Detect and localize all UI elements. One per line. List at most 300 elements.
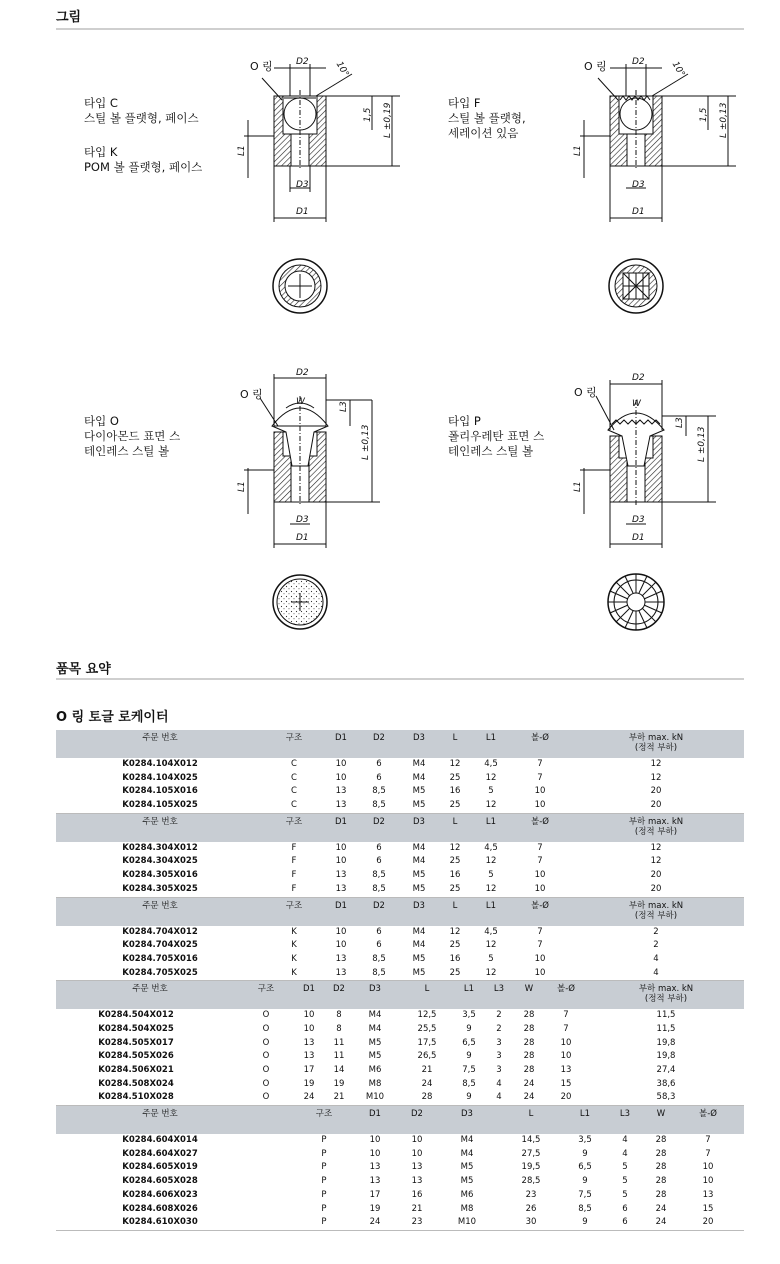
section-divider [56,678,744,680]
table-cell: M5 [460,1162,474,1173]
table-cell: 10 [534,800,546,811]
dim-l-f: L ±0,13 [719,102,729,138]
table-cell: 12 [485,883,497,894]
table-cell: 25 [449,772,461,783]
dim-l-o: L ±0,13 [361,424,371,460]
table-cell: 28,5 [521,1176,541,1187]
table-cell: 12 [485,967,497,978]
table-cell: 28 [655,1135,667,1146]
table-cell: 30 [525,1217,537,1228]
table-cell: M4 [412,759,426,769]
table-cell: 27,5 [521,1148,541,1159]
table-cell: O [262,1037,270,1048]
top-view-type-c [273,259,327,313]
table-cell: 19,5 [521,1162,541,1173]
table-cell: 13 [369,1176,381,1187]
table-cell: 9 [466,1092,472,1103]
table-cell: 4 [622,1148,628,1159]
table-cell: 24 [523,1092,535,1103]
table-cell: 10 [369,1148,381,1159]
table-cell: 28 [523,1010,535,1021]
table-cell: 14 [333,1065,345,1075]
table-cell: 5 [622,1189,628,1200]
table-cell: 25 [449,856,461,867]
table-cell: 10 [534,953,546,964]
dim-d3-p: D3 [632,515,645,525]
dim-l1-f: L1 [573,145,583,156]
table-cell: 9 [582,1217,588,1228]
table-row [56,1078,744,1092]
table-cell: C [291,759,297,769]
table-cell: 13 [411,1162,423,1173]
order-number-cell: K0284.508X024 [98,1078,174,1089]
table-cell: 28 [655,1189,667,1200]
order-number-cell: K0284.104X025 [122,772,198,783]
table-cell: 28 [523,1051,535,1062]
table-cell: 20 [650,800,662,811]
load-header: 부하 max. kN (정적 부하) [638,984,694,1005]
table-cell: 7 [537,842,543,853]
table-cell: 26,5 [417,1051,437,1062]
table-cell: 6 [376,842,382,853]
table-cell: 4 [653,967,659,978]
dim-w-p: W [632,399,641,409]
block-k [56,926,744,982]
table-cell: 26 [525,1203,537,1214]
table-cell: 28 [523,1037,535,1048]
table-cell: 12 [449,759,461,769]
dim-angle-f: 10° [669,60,687,79]
table-cell: 28 [655,1162,667,1173]
table-cell: 10 [335,759,347,769]
table-cell: 7 [705,1148,711,1159]
dim-d2-c: D2 [296,57,309,67]
order-number-cell: K0284.704X025 [122,940,198,951]
table-cell: M4 [460,1135,474,1146]
table-cell: 24 [303,1092,315,1103]
table-cell: O [262,1092,270,1103]
table-cell: 13 [335,786,347,797]
table-cell: P [321,1162,327,1173]
dim-d2-f: D2 [632,57,645,67]
table-cell: 13 [335,870,347,881]
table-cell: 12 [650,759,662,769]
table-cell: C [291,800,297,811]
dim-l-c: L ±0,19 [383,102,393,138]
table-cell: 6 [622,1203,628,1214]
table-cell: 28 [523,1023,535,1034]
order-number-cell: K0284.606X023 [122,1189,198,1200]
table-cell: 10 [303,1023,315,1034]
table-cell: 21 [411,1203,423,1214]
table-cell: 21 [421,1065,433,1075]
table-row [56,772,744,786]
table-cell: 8,5 [462,1078,476,1089]
table-cell: 25 [449,883,461,894]
table-cell: 7 [537,926,543,937]
table-cell: 23 [525,1189,537,1200]
table-row [56,1148,744,1162]
table-cell: 15 [560,1078,572,1089]
table-cell: C [291,786,297,797]
order-number-cell: K0284.506X021 [98,1065,174,1075]
dim-w-o: W [296,397,305,407]
table-cell: 10 [335,772,347,783]
table-cell: 16 [411,1189,423,1200]
table-cell: 17 [303,1065,315,1075]
table-row [56,842,744,856]
table-cell: 4 [496,1078,502,1089]
table-row [56,926,744,940]
table-cell: 2 [496,1010,502,1021]
table-cell: 17,5 [417,1037,437,1048]
table-cell: 16 [449,786,461,797]
table-cell: M5 [460,1176,474,1187]
dim-l1-p: L1 [573,481,583,492]
table-cell: 8,5 [372,800,386,811]
table-cell: 12 [650,842,662,853]
order-number-cell: K0284.605X028 [122,1176,198,1187]
dim-d1-f: D1 [632,207,645,217]
table-cell: 21 [333,1092,345,1103]
table-cell: 7 [537,772,543,783]
table-row [56,855,744,869]
table-cell: 7 [563,1023,569,1034]
table-row [56,1216,744,1231]
table-cell: K [291,940,297,951]
table-cell: 10 [560,1051,572,1062]
table-cell: 24 [655,1217,667,1228]
table-cell: M4 [412,856,426,867]
table-cell: 24 [421,1078,433,1089]
table-row [56,967,744,982]
table-cell: 7,5 [578,1189,592,1200]
dim-d3-o: D3 [296,515,309,525]
block-o [56,1009,744,1106]
table-title: O 링 토글 로케이터 [56,710,169,725]
table-cell: 28 [655,1148,667,1159]
table-cell: 28 [523,1065,535,1075]
table-cell: 25 [449,800,461,811]
table-cell: 12 [650,856,662,867]
drawing-type-f [580,64,736,222]
table-cell: 13 [335,953,347,964]
table-row [56,1023,744,1037]
section-title-summary: 품목 요약 [56,662,111,677]
table-cell: M5 [368,1037,382,1048]
table-header-f: 주문 번호 구조 D1 D2 D3 L L1 볼-Ø 부하 max. kN (정적 부하) [56,814,744,842]
table-header-o: 주문 번호 구조 D1 D2 D3 L L1 L3 W 볼-Ø 부하 max. kN (정적 부하) [56,981,744,1009]
table-cell: P [321,1189,327,1200]
table-cell: 3 [496,1037,502,1048]
block-f [56,842,744,898]
table-cell: 8 [336,1010,342,1021]
table-cell: 6,5 [578,1162,592,1173]
top-view-type-o [273,575,327,629]
table-cell: 9 [466,1023,472,1034]
table-cell: 13 [335,967,347,978]
table-cell: 7 [537,759,543,769]
table-cell: F [291,842,297,853]
order-number-cell: K0284.610X030 [122,1217,198,1228]
table-row [56,939,744,953]
table-cell: 7 [537,940,543,951]
table-cell: M4 [368,1010,382,1021]
table-cell: 25 [449,940,461,951]
table-cell: F [291,883,297,894]
table-cell: 10 [303,1010,315,1021]
dim-d1-c: D1 [296,207,309,217]
table-cell: 8,5 [372,870,386,881]
dim-angle-c: 10° [333,60,351,79]
product-table [56,730,744,1231]
table-cell: 7 [537,856,543,867]
order-number-cell: K0284.305X016 [122,870,198,881]
table-cell: 13 [369,1162,381,1173]
dim-d1-o: D1 [296,533,309,543]
table-cell: M10 [365,1092,385,1103]
table-cell: 10 [534,967,546,978]
oring-callout-p: O 링 [574,386,597,399]
table-cell: 7 [563,1010,569,1021]
table-cell: 17 [369,1189,381,1200]
table-cell: 2 [653,926,659,937]
table-cell: K [291,953,297,964]
table-cell: 24 [369,1217,381,1228]
table-cell: 4,5 [484,842,498,853]
table-cell: P [321,1203,327,1214]
table-cell: 16 [449,870,461,881]
drawing-type-o [244,374,380,548]
table-cell: K [291,926,297,937]
drawing-type-c [244,64,400,222]
oring-callout-o: O 링 [240,388,263,401]
table-cell: 12 [485,800,497,811]
label-type-c: 타입 C 스틸 볼 플랫형, 페이스 [84,96,199,125]
table-cell: 15 [702,1203,714,1214]
table-cell: 10 [335,926,347,937]
table-row [56,1091,744,1106]
order-number-cell: K0284.504X012 [98,1010,174,1021]
table-row [56,1064,744,1078]
dim-d2-o: D2 [296,368,309,378]
table-cell: P [321,1217,327,1228]
table-cell: 9 [466,1051,472,1062]
oring-callout-f: O 링 [584,60,607,73]
order-number-cell: K0284.505X026 [98,1051,174,1062]
table-cell: 13 [560,1065,572,1075]
table-cell: M4 [412,926,426,937]
table-cell: 8 [336,1023,342,1034]
table-row [56,799,744,814]
table-cell: 10 [411,1135,423,1146]
table-cell: 3 [496,1065,502,1075]
table-row [56,1050,744,1064]
table-cell: 3,5 [462,1010,476,1021]
table-cell: 4 [622,1135,628,1146]
table-cell: 12 [449,926,461,937]
table-cell: 5 [488,786,494,797]
table-header-p: 주문 번호 구조 D1 D2 D3 L L1 L3 W 볼-Ø [56,1106,744,1134]
table-cell: 12 [485,772,497,783]
table-cell: 19 [369,1203,381,1214]
table-cell: 20 [650,870,662,881]
table-cell: M5 [412,883,426,894]
order-number-cell: K0284.105X016 [122,786,198,797]
table-cell: 10 [335,856,347,867]
table-cell: 2 [653,940,659,951]
table-cell: O [262,1065,270,1075]
table-cell: 7 [705,1135,711,1146]
order-number-cell: K0284.605X019 [122,1162,198,1173]
table-cell: 23 [411,1217,423,1228]
table-cell: O [262,1051,270,1062]
table-cell: O [262,1010,270,1021]
table-cell: 12 [485,856,497,867]
dim-d2-p: D2 [632,373,645,383]
dim-d1-p: D1 [632,533,645,543]
table-cell: 10 [335,940,347,951]
table-cell: 10 [335,842,347,853]
table-cell: 4,5 [484,759,498,769]
block-c [56,758,744,814]
table-row [56,953,744,967]
table-cell: 12 [650,772,662,783]
order-number-cell: K0284.705X025 [122,967,198,978]
table-cell: P [321,1176,327,1187]
table-cell: 20 [702,1217,714,1228]
table-cell: 27,4 [656,1065,676,1075]
table-cell: 11 [333,1051,345,1062]
load-header: 부하 max. kN (정적 부하) [628,900,684,921]
table-cell: 19 [303,1078,315,1089]
order-number-cell: K0284.604X014 [122,1135,198,1146]
table-cell: 8,5 [372,967,386,978]
table-cell: M5 [368,1051,382,1062]
table-cell: 6 [376,940,382,951]
label-type-f: 타입 F 스틸 볼 플랫형, 세레이션 있음 [448,96,526,140]
label-type-p: 타입 P 폴리우레탄 표면 스 테인레스 스틸 볼 [448,414,545,458]
order-number-cell: K0284.510X028 [98,1092,174,1103]
table-cell: 19,8 [656,1051,676,1062]
table-cell: 28 [655,1176,667,1187]
table-cell: 11,5 [656,1023,676,1034]
table-cell: 6 [376,856,382,867]
table-cell: 13 [702,1189,714,1200]
table-cell: M8 [460,1203,474,1214]
table-header-c: 주문 번호 구조 D1 D2 D3 L L1 볼-Ø 부하 max. kN (정적 부하) [56,730,744,758]
table-header-k: 주문 번호 구조 D1 D2 D3 L L1 볼-Ø 부하 max. kN (정적 부하) [56,898,744,926]
table-cell: M8 [368,1078,382,1089]
table-cell: M5 [412,800,426,811]
table-row [56,1161,744,1175]
table-cell: 10 [534,870,546,881]
table-row [56,1009,744,1023]
table-cell: 12,5 [417,1010,437,1021]
table-row [56,1189,744,1203]
top-view-type-f [609,259,663,313]
drawing-type-p [580,380,716,548]
table-cell: M5 [412,786,426,797]
table-cell: 24 [655,1203,667,1214]
top-view-type-p [608,574,664,630]
table-cell: F [291,856,297,867]
table-cell: M4 [368,1023,382,1034]
table-cell: 8,5 [372,953,386,964]
order-number-cell: K0284.304X012 [122,842,198,853]
table-cell: 13 [303,1037,315,1048]
table-cell: 25,5 [417,1023,437,1034]
order-number-cell: K0284.704X012 [122,926,198,937]
dim-l1-c: L1 [237,145,247,156]
load-header: 부하 max. kN (정적 부하) [628,733,684,753]
table-row [56,1134,744,1148]
table-cell: 19,8 [656,1037,676,1048]
table-cell: M4 [460,1148,474,1159]
table-cell: 10 [369,1135,381,1146]
table-cell: M4 [412,842,426,853]
table-cell: 38,6 [656,1078,676,1089]
table-cell: 10 [534,883,546,894]
table-row [56,785,744,799]
oring-callout-c: O 링 [250,60,273,73]
dim-15-c: 1,5 [363,107,373,122]
dim-d3-c: D3 [296,180,309,190]
table-cell: 13 [411,1176,423,1187]
order-number-cell: K0284.504X025 [98,1023,174,1034]
table-row [56,1037,744,1051]
label-type-o: 타입 O 다이아몬드 표면 스 테인레스 스틸 볼 [84,414,181,458]
table-cell: C [291,772,297,783]
table-cell: 5 [622,1176,628,1187]
table-cell: 4 [653,953,659,964]
table-cell: M6 [460,1189,474,1200]
table-cell: 3,5 [578,1135,592,1146]
table-cell: 24 [523,1078,535,1089]
table-cell: 28 [421,1092,433,1103]
table-cell: O [262,1078,270,1089]
table-cell: K [291,967,297,978]
table-cell: 14,5 [521,1135,541,1146]
table-row [56,1203,744,1217]
table-cell: 9 [582,1148,588,1159]
table-cell: 6 [622,1217,628,1228]
table-cell: 6 [376,772,382,783]
table-cell: M6 [368,1065,382,1075]
table-cell: 19 [333,1078,345,1089]
section-title-figure: 그림 [56,10,82,25]
table-cell: 3 [496,1051,502,1062]
table-cell: 10 [702,1176,714,1187]
block-p [56,1134,744,1231]
order-number-cell: K0284.105X025 [122,800,198,811]
table-cell: M5 [412,967,426,978]
table-cell: 5 [488,953,494,964]
table-cell: 25 [449,967,461,978]
table-row [56,869,744,883]
table-cell: 6 [376,759,382,769]
table-cell: 2 [496,1023,502,1034]
table-cell: M5 [412,953,426,964]
table-cell: 8,5 [372,883,386,894]
table-cell: 20 [560,1092,572,1103]
table-cell: 10 [411,1148,423,1159]
table-cell: 6 [376,926,382,937]
order-number-cell: K0284.104X012 [122,759,198,769]
table-cell: 8,5 [372,786,386,797]
dim-l3-p: L3 [675,417,685,428]
table-cell: P [321,1148,327,1159]
